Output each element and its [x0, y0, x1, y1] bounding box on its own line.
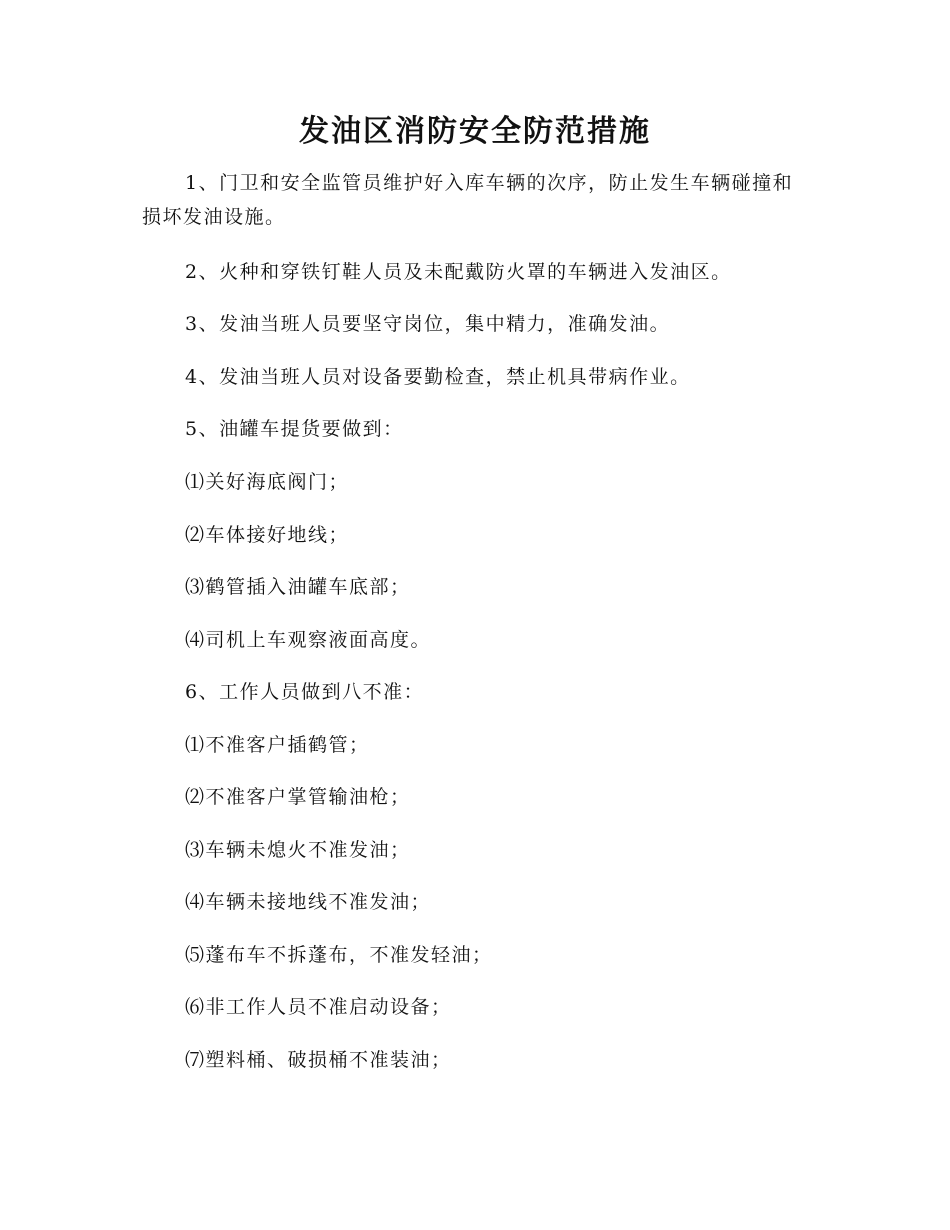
- sub-item-5-3: ⑶鹤管插入油罐车底部；: [185, 576, 411, 598]
- sub-item-6-3: ⑶车辆未熄火不准发油；: [185, 839, 411, 861]
- sub-item-6-4: ⑷车辆未接地线不准发油；: [185, 891, 432, 913]
- paragraph-item-2: 2、火种和穿铁钉鞋人员及未配戴防火罩的车辆进入发油区。: [185, 261, 732, 283]
- sub-item-5-2: ⑵车体接好地线；: [185, 524, 350, 546]
- sub-item-6-2: ⑵不准客户掌管输油枪；: [185, 786, 411, 808]
- document-title: 发油区消防安全防范措施: [299, 114, 651, 149]
- sub-item-6-5: ⑸蓬布车不拆蓬布，不准发轻油；: [185, 944, 493, 966]
- sub-item-6-1: ⑴不准客户插鹤管；: [185, 734, 370, 756]
- paragraph-item-4: 4、发油当班人员对设备要勤检查，禁止机具带病作业。: [185, 366, 691, 388]
- sub-item-6-7: ⑺塑料桶、破损桶不准装油；: [185, 1049, 452, 1071]
- paragraph-item-5: 5、油罐车提货要做到：: [185, 418, 404, 440]
- paragraph-item-3: 3、发油当班人员要坚守岗位，集中精力，准确发油。: [185, 313, 671, 335]
- sub-item-5-4: ⑷司机上车观察液面高度。: [185, 629, 432, 651]
- sub-item-6-6: ⑹非工作人员不准启动设备；: [185, 996, 452, 1018]
- paragraph-item-6: 6、工作人员做到八不准：: [185, 681, 425, 703]
- paragraph-item-1: 1、门卫和安全监管员维护好入库车辆的次序，防止发生车辆碰撞和损坏发油设施。: [142, 172, 794, 228]
- sub-item-5-1: ⑴关好海底阀门；: [185, 471, 350, 493]
